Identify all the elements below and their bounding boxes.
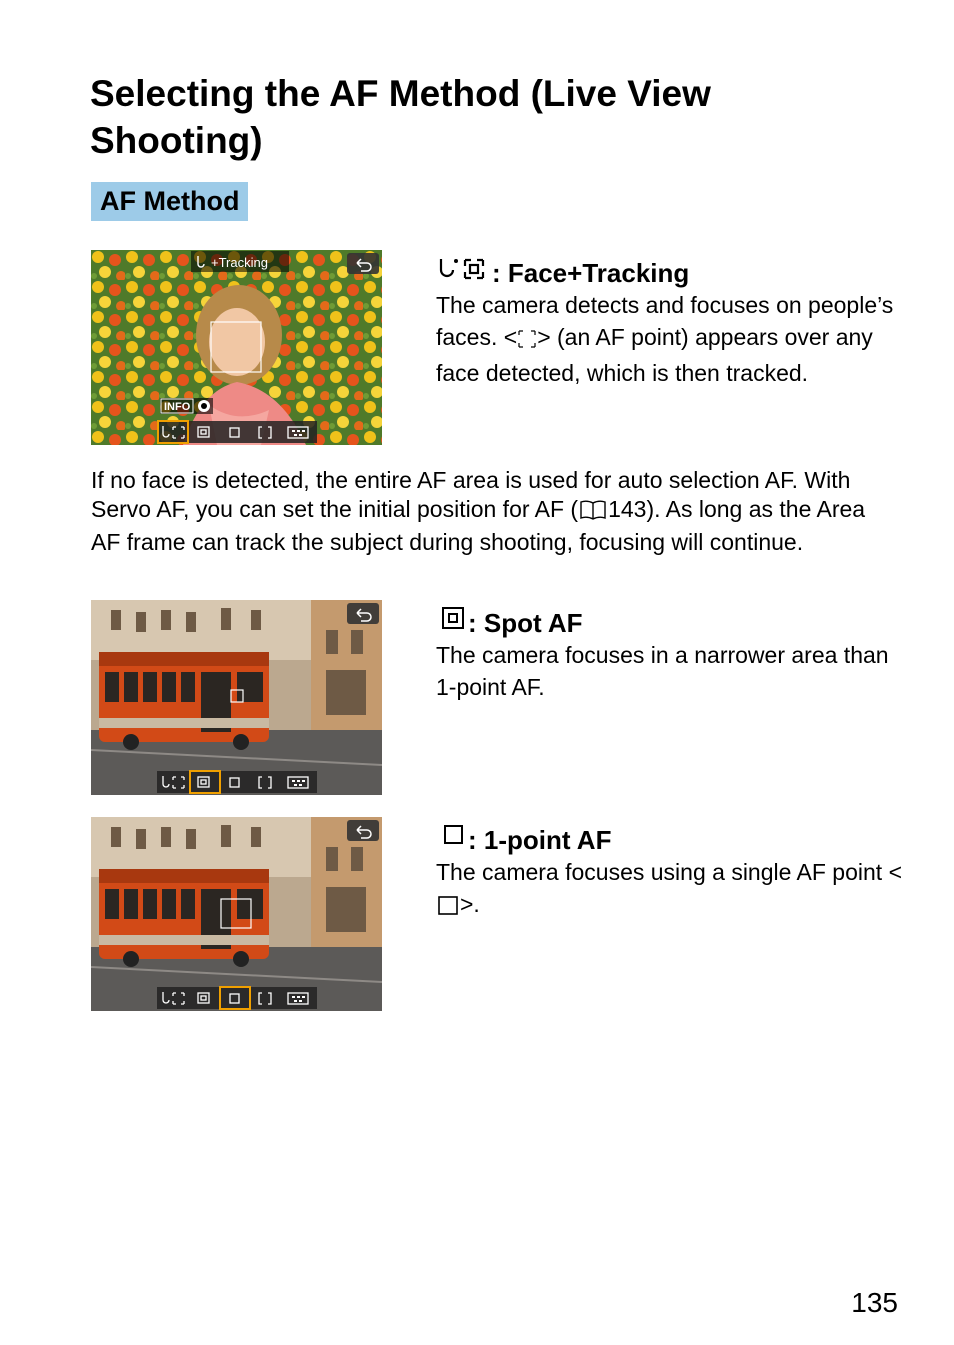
face-tracking-description [436, 256, 906, 389]
face-tracking-heading [436, 256, 906, 289]
face-tracking-screenshot [91, 250, 382, 445]
face-tracking-title: : Face+Tracking [492, 257, 690, 288]
book-icon [578, 499, 608, 528]
one-point-af-icon [436, 823, 464, 856]
spot-af-description [436, 606, 906, 703]
af-point-icon [517, 325, 537, 357]
tracking-label: +Tracking [211, 255, 268, 270]
face-tracking-text: The camera detects and focuses on people’s faces. < > (an AF point) appears over any face detected, which is then tracked. [436, 292, 894, 386]
one-point-af-screenshot [91, 817, 382, 1011]
page-title: Selecting the AF Method (Live View Shooting) [90, 73, 711, 161]
one-point-af-text: The camera focuses using a single AF point <>. [436, 856, 906, 924]
page-reference[interactable]: 143 [608, 496, 647, 522]
page-number: 135 [851, 1287, 898, 1318]
spot-af-icon [436, 606, 464, 639]
info-label: INFO [164, 401, 191, 413]
af-point-icon [436, 892, 460, 924]
spot-af-screenshot [91, 600, 382, 795]
auto-selection-paragraph: If no face is detected, the entire AF area is used for auto selection AF. With Servo AF, you can set the initial position for AF ( 143). As long as the Area AF frame can track the subject during shooting, focusing will continue. [91, 467, 866, 555]
spot-af-heading [436, 606, 906, 639]
one-point-af-heading [436, 823, 906, 856]
one-point-af-title: : 1-point AF [468, 824, 612, 855]
spot-af-text: The camera focuses in a narrower area than 1-point AF. [436, 642, 889, 700]
spot-af-title: : Spot AF [468, 607, 583, 638]
section-badge: AF Method [91, 182, 248, 221]
face-tracking-icon [436, 256, 488, 289]
one-point-af-description [436, 823, 906, 924]
